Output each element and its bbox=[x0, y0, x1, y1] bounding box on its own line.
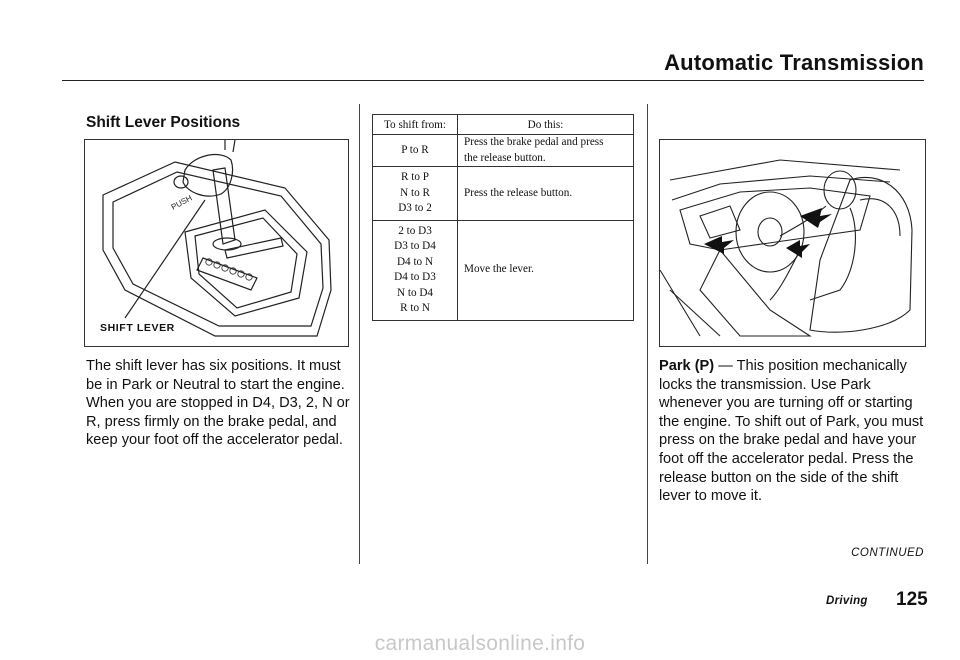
park-term: Park (P) bbox=[659, 358, 715, 374]
page-title: Automatic Transmission bbox=[664, 50, 924, 75]
table-row bbox=[373, 135, 634, 167]
driver-cockpit-illustration bbox=[659, 139, 926, 347]
action-cell: Press the brake pedal and press the release button. bbox=[464, 136, 604, 164]
body-text-left bbox=[86, 357, 354, 450]
from-entry: R to P bbox=[401, 171, 429, 183]
shift-positions-paragraph: The shift lever has six positions. It must be in Park or Neutral to start the engine. When you are stopped in D4, D3, 2, N or R, press firmly on the brake pedal, and keep your foot off the accelerator pedal. bbox=[86, 358, 350, 449]
from-entry: N to D4 bbox=[396, 286, 434, 299]
from-entry: D4 to D3 bbox=[394, 271, 436, 283]
section-footer-label: Driving bbox=[826, 595, 868, 607]
from-entry: D3 to 2 bbox=[398, 202, 432, 214]
section-heading: Shift Lever Positions bbox=[86, 114, 241, 131]
from-entry: N to R bbox=[400, 186, 430, 199]
action-cell: Move the lever. bbox=[464, 263, 534, 276]
shift-lever-drawing bbox=[85, 140, 348, 346]
from-entry: D3 to D4 bbox=[394, 240, 436, 252]
column-divider-right bbox=[647, 104, 648, 564]
table-row bbox=[373, 220, 634, 320]
from-entry: P to R bbox=[401, 143, 429, 156]
park-description: — This position mechanically locks the transmission. Use Park whenever you are turning off or starting the engine. To shift out of Park, you must press on the brake pedal and have your foot off the accelerator pedal. Press the release button on the side of the shift lever to move it. bbox=[659, 358, 924, 505]
from-entry: D4 to N bbox=[396, 255, 434, 268]
column-divider-left bbox=[359, 104, 360, 564]
col-header-from: To shift from: bbox=[373, 115, 458, 135]
header-rule bbox=[62, 80, 924, 81]
from-cell bbox=[373, 135, 458, 167]
action-cell: Press the release button. bbox=[464, 186, 573, 199]
from-entry: 2 to D3 bbox=[398, 224, 432, 237]
from-cell bbox=[373, 220, 458, 320]
page-number: 125 bbox=[896, 589, 928, 610]
watermark: carmanualsonline.info bbox=[374, 632, 586, 655]
from-entry: R to N bbox=[400, 302, 430, 314]
shift-instructions-table bbox=[372, 114, 634, 321]
table-header-row bbox=[373, 115, 634, 135]
driver-drawing bbox=[660, 140, 925, 346]
shift-lever-illustration bbox=[84, 139, 349, 347]
shift-lever-caption: SHIFT LEVER bbox=[100, 322, 175, 334]
body-text-right bbox=[659, 357, 929, 506]
col-header-action: Do this: bbox=[458, 115, 634, 135]
table-row bbox=[373, 167, 634, 221]
from-cell bbox=[373, 167, 458, 221]
park-paragraph bbox=[659, 357, 929, 506]
continued-label: CONTINUED bbox=[851, 547, 924, 559]
push-label: PUSH bbox=[169, 193, 194, 212]
